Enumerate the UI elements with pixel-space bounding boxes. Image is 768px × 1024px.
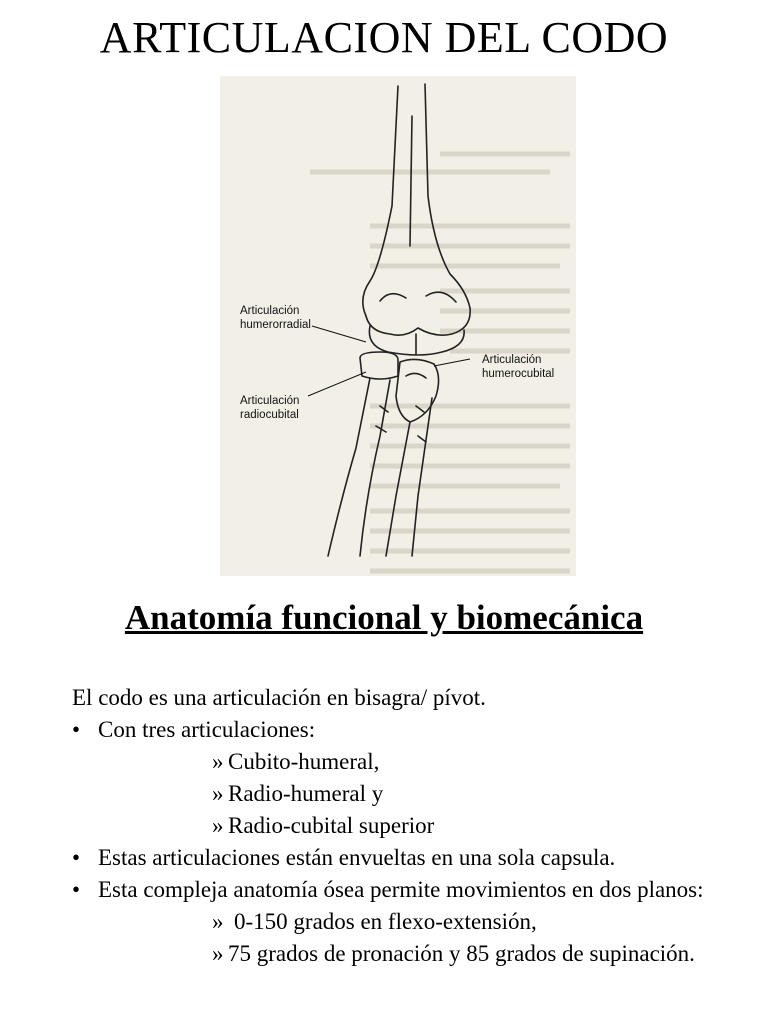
section-subtitle: Anatomía funcional y biomecánica (124, 598, 644, 637)
bullet-two-planes: • Esta compleja anatomía ósea permite movimientos en dos planos: (72, 874, 732, 906)
sub-item-radio-humeral (72, 778, 732, 810)
sub-marker: » (212, 781, 224, 806)
sub-item-text: Radio-humeral y (228, 781, 384, 806)
slide-body (72, 682, 732, 970)
sub-item-text: 75 grados de pronación y 85 grados de supinación. (228, 941, 695, 966)
label-humeroradial-line2: humerorradial (240, 319, 311, 331)
sub-item-flexion (72, 906, 732, 938)
elbow-anatomy-illustration (220, 76, 576, 576)
label-humeroulnar-line2: humerocubital (482, 368, 555, 380)
label-radioulnar (240, 394, 299, 422)
page-title: ARTICULACION DEL CODO (99, 13, 669, 62)
label-humeroradial (240, 304, 311, 332)
sub-marker: » (212, 941, 224, 966)
label-humeroradial-line1: Articulación (240, 305, 300, 317)
sub-item-text: 0-150 grados en flexo-extensión, (234, 909, 537, 934)
intro-text: El codo es una articulación en bisagra/ pívot. (72, 685, 486, 710)
bullet-capsule: • Estas articulaciones están envueltas en una sola capsula. (72, 842, 732, 874)
label-radioulnar-line2: radiocubital (240, 409, 299, 421)
sub-marker: » (212, 749, 224, 774)
sub-item-radio-cubital (72, 810, 732, 842)
sub-item-cubito-humeral (72, 746, 732, 778)
label-radioulnar-line1: Articulación (240, 395, 300, 407)
label-humeroulnar (482, 353, 554, 381)
sub-item-text: Radio-cubital superior (228, 813, 435, 838)
label-humeroulnar-line1: Articulación (482, 354, 542, 366)
sub-item-text: Cubito-humeral, (228, 749, 380, 774)
sub-marker: » (212, 909, 224, 934)
sub-marker: » (212, 813, 224, 838)
sub-item-pronation (72, 938, 732, 970)
bullet-three-joints: • Con tres articulaciones: (72, 714, 732, 746)
